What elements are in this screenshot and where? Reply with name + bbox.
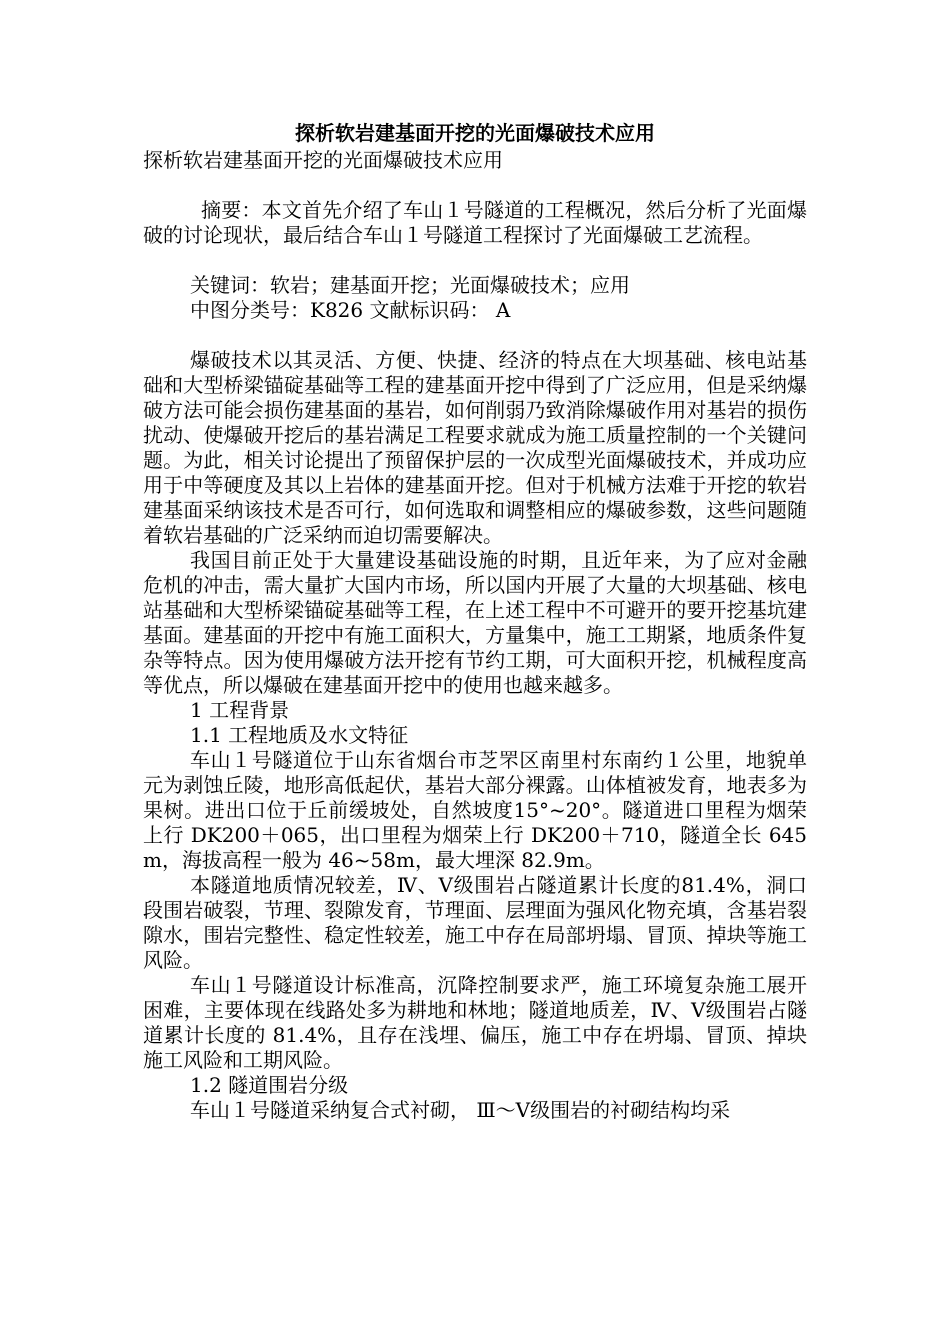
body-paragraph-1: 爆破技术以其灵活、方便、快捷、经济的特点在大坝基础、核电站基础和大型桥梁锚碇基础等工程的建基面开挖中得到了广泛应用，但是采纳爆破方法可能会损伤建基面的基岩，如何削弱乃致消除爆破作用对基岩的损伤扰动、使爆破开挖后的基岩满足工程要求就成为施工质量控制的一个关键问题。为此，相关讨论提出了预留保护层的一次成型光面爆破技术，并成功应用于中等硬度及其以上岩体的建基面开挖。但对于机械方法难于开挖的软岩建基面采纳该技术是否可行，如何选取和调整相应的爆破参数，这些问题随着软岩基础的广泛采纳而迫切需要解决。 (143, 348, 807, 547)
keywords-line: 关键词：软岩；建基面开挖；光面爆破技术；应用 (190, 273, 630, 297)
body-paragraph-3: 车山１号隧道位于山东省烟台市芝罘区南里村东南约１公里，地貌单元为剥蚀丘陵，地形高低起伏，基岩大部分裸露。山体植被发育，地表多为果树。进出口位于丘前缓坡处，自然坡度15°~20°。隧道进口里程为烟荣上行 DK200＋065，出口里程为烟荣上行 DK200＋710，隧道全长 645m，海拔高程一般为 46~58m，最大埋深 82.9m。 (143, 748, 807, 872)
body-paragraph-2: 我国目前正处于大量建设基础设施的时期，且近年来，为了应对金融危机的冲击，需大量扩大国内市场，所以国内开展了大量的大坝基础、核电站基础和大型桥梁锚碇基础等工程，在上述工程中不可避开的要开挖基坑建基面。建基面的开挖中有施工面积大，方量集中，施工工期紧，地质条件复杂等特点。因为使用爆破方法开挖有节约工期，可大面积开挖，机械程度高等优点，所以爆破在建基面开挖中的使用也越来越多。 (143, 548, 807, 697)
document-page (143, 118, 807, 1123)
section-heading-1-2: 1.2 隧道围岩分级 (190, 1073, 349, 1097)
section-heading-1: 1 工程背景 (190, 698, 290, 722)
document-subtitle: 探析软岩建基面开挖的光面爆破技术应用 (143, 148, 503, 172)
classification-line: 中图分类号：K826 文献标识码： A (190, 298, 511, 322)
paragraph-gap (143, 323, 807, 348)
document-title: 探析软岩建基面开挖的光面爆破技术应用 (295, 121, 655, 145)
body-paragraph-5: 车山１号隧道设计标准高，沉降控制要求严，施工环境复杂施工展开困难，主要体现在线路处多为耕地和林地；隧道地质差，Ⅳ、Ⅴ级围岩占隧道累计长度的 81.4%，且存在浅埋、偏压，施工中存在坍塌、冒顶、掉块施工风险和工期风险。 (143, 973, 807, 1072)
body-paragraph-4: 本隧道地质情况较差，Ⅳ、Ⅴ级围岩占隧道累计长度的81.4%，洞口段围岩破裂，节理、裂隙发育，节理面、层理面为强风化物充填，含基岩裂隙水，围岩完整性、稳定性较差，施工中存在局部坍塌、冒顶、掉块等施工风险。 (143, 873, 807, 972)
body-paragraph-6: 车山１号隧道采纳复合式衬砌， Ⅲ～Ⅴ级围岩的衬砌结构均采 (190, 1098, 731, 1122)
section-heading-1-1: 1.1 工程地质及水文特征 (190, 723, 409, 747)
abstract-paragraph: 摘要：本文首先介绍了车山１号隧道的工程概况，然后分析了光面爆破的讨论现状，最后结合车山１号隧道工程探讨了光面爆破工艺流程。 (143, 198, 807, 247)
